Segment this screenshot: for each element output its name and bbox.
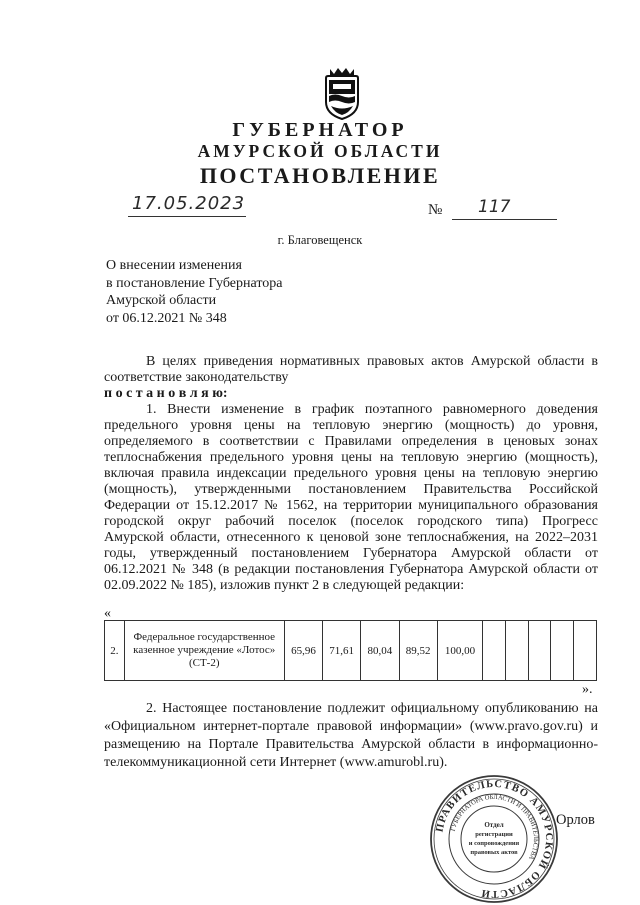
- paragraph-2-line: размещению на Портале Правительства Амурской области в информационно-: [104, 737, 598, 752]
- signer-name: Орлов: [556, 812, 595, 828]
- paragraph-2-line: телекоммуникационной сети Интернет (www.amurobl.ru).: [104, 755, 448, 770]
- value-cell: 89,52: [399, 621, 437, 681]
- header-title-region: АМУРСКОЙ ОБЛАСТИ: [197, 141, 443, 161]
- document-number: 117: [478, 197, 511, 217]
- body-line: городской округ рабочий поселок (поселок городского типа) Прогресс: [104, 514, 598, 529]
- body-line: 06.12.2021 № 348 (в редакции постановления Губернатора Амурской области от: [104, 562, 598, 577]
- body-line: годы, утвержденный постановлением Губернатора Амурской области от: [104, 546, 598, 561]
- quote-open: «: [104, 606, 111, 621]
- document-body: [104, 354, 598, 594]
- subject-line: в постановление Губернатора: [106, 275, 283, 291]
- row-number-cell: 2.: [105, 621, 125, 681]
- registration-stamp: [428, 773, 560, 905]
- body-line: определяемого в соответствии с Правилами определения в ценовых зонах: [104, 434, 598, 449]
- number-label: №: [428, 202, 443, 218]
- date-underline: [128, 216, 246, 217]
- quote-close: ».: [582, 682, 593, 697]
- body-line: соответствие законодательству: [104, 370, 289, 385]
- subject-line: Амурской области: [106, 293, 217, 308]
- value-cell: 71,61: [323, 621, 361, 681]
- subject-line: от 06.12.2021 № 348: [106, 310, 227, 326]
- empty-cell: [551, 621, 574, 681]
- subject-line: О внесении изменения: [106, 258, 242, 273]
- stamp-center-line: регистрации: [475, 831, 513, 838]
- number-underline: [452, 219, 557, 220]
- document-date: 17.05.2023: [132, 193, 246, 214]
- body-line: включая правила индексации предельного уровня цены на тепловую энергию: [104, 466, 598, 481]
- body-line: 1. Внести изменение в график поэтапного равномерного доведения: [146, 402, 598, 417]
- tariff-schedule-table: [104, 620, 597, 681]
- empty-cell: [528, 621, 551, 681]
- city-line: г. Благовещенск: [277, 233, 363, 247]
- value-cell: 65,96: [284, 621, 322, 681]
- body-line: Амурской области, отнесенного к ценовой зоне теплоснабжения, на 2022–2031: [104, 530, 598, 545]
- empty-cell: [505, 621, 528, 681]
- body-line: 02.09.2022 № 185), изложив пункт 2 в следующей редакции:: [104, 578, 465, 593]
- empty-cell: [483, 621, 506, 681]
- paragraph-2-line: «Официальном интернет-портале правовой информации» (www.pravo.gov.ru) и: [104, 719, 598, 734]
- value-cell: 80,04: [361, 621, 399, 681]
- document-subject: [106, 257, 283, 327]
- stamp-inner-text: ГУБЕРНАТОРА ОБЛАСТИ И ПРАВИТЕЛЬСТВА: [449, 793, 540, 861]
- header-title-governor: ГУБЕРНАТОР: [232, 119, 408, 141]
- body-line: предельного уровня цены на тепловую энергию (мощность) до уровня,: [104, 418, 598, 433]
- body-line: теплоснабжения предельного уровня цены на тепловую энергию (мощность),: [104, 450, 598, 465]
- value-cell: 100,00: [437, 621, 482, 681]
- stamp-center-line: правовых актов: [470, 849, 518, 856]
- stamp-center-line: Отдел: [484, 821, 504, 829]
- amur-oblast-coat-of-arms-icon: [323, 66, 361, 120]
- stamp-center-line: и сопровождения: [468, 840, 520, 847]
- resolution-word: п о с т а н о в л я ю:: [104, 386, 228, 401]
- body-line: (мощность), утвержденными постановлением Правительства Российской: [104, 482, 598, 497]
- paragraph-2: [104, 700, 598, 772]
- body-line: В целях приведения нормативных правовых актов Амурской области в: [146, 354, 598, 369]
- empty-cell: [574, 621, 597, 681]
- table-row: [105, 621, 597, 681]
- stamp-outer-text: ПРАВИТЕЛЬСТВО АМУРСКОЙ ОБЛАСТИ: [434, 778, 555, 900]
- document-type-title: ПОСТАНОВЛЕНИЕ: [199, 163, 441, 188]
- body-line: Федерации от 15.12.2017 № 1562, на территории муниципального образования: [104, 498, 598, 513]
- organization-name-cell: Федеральное государственное казенное учреждение «Лотос» (СТ-2): [124, 621, 284, 681]
- paragraph-2-line: 2. Настоящее постановление подлежит официальному опубликованию на: [146, 701, 598, 716]
